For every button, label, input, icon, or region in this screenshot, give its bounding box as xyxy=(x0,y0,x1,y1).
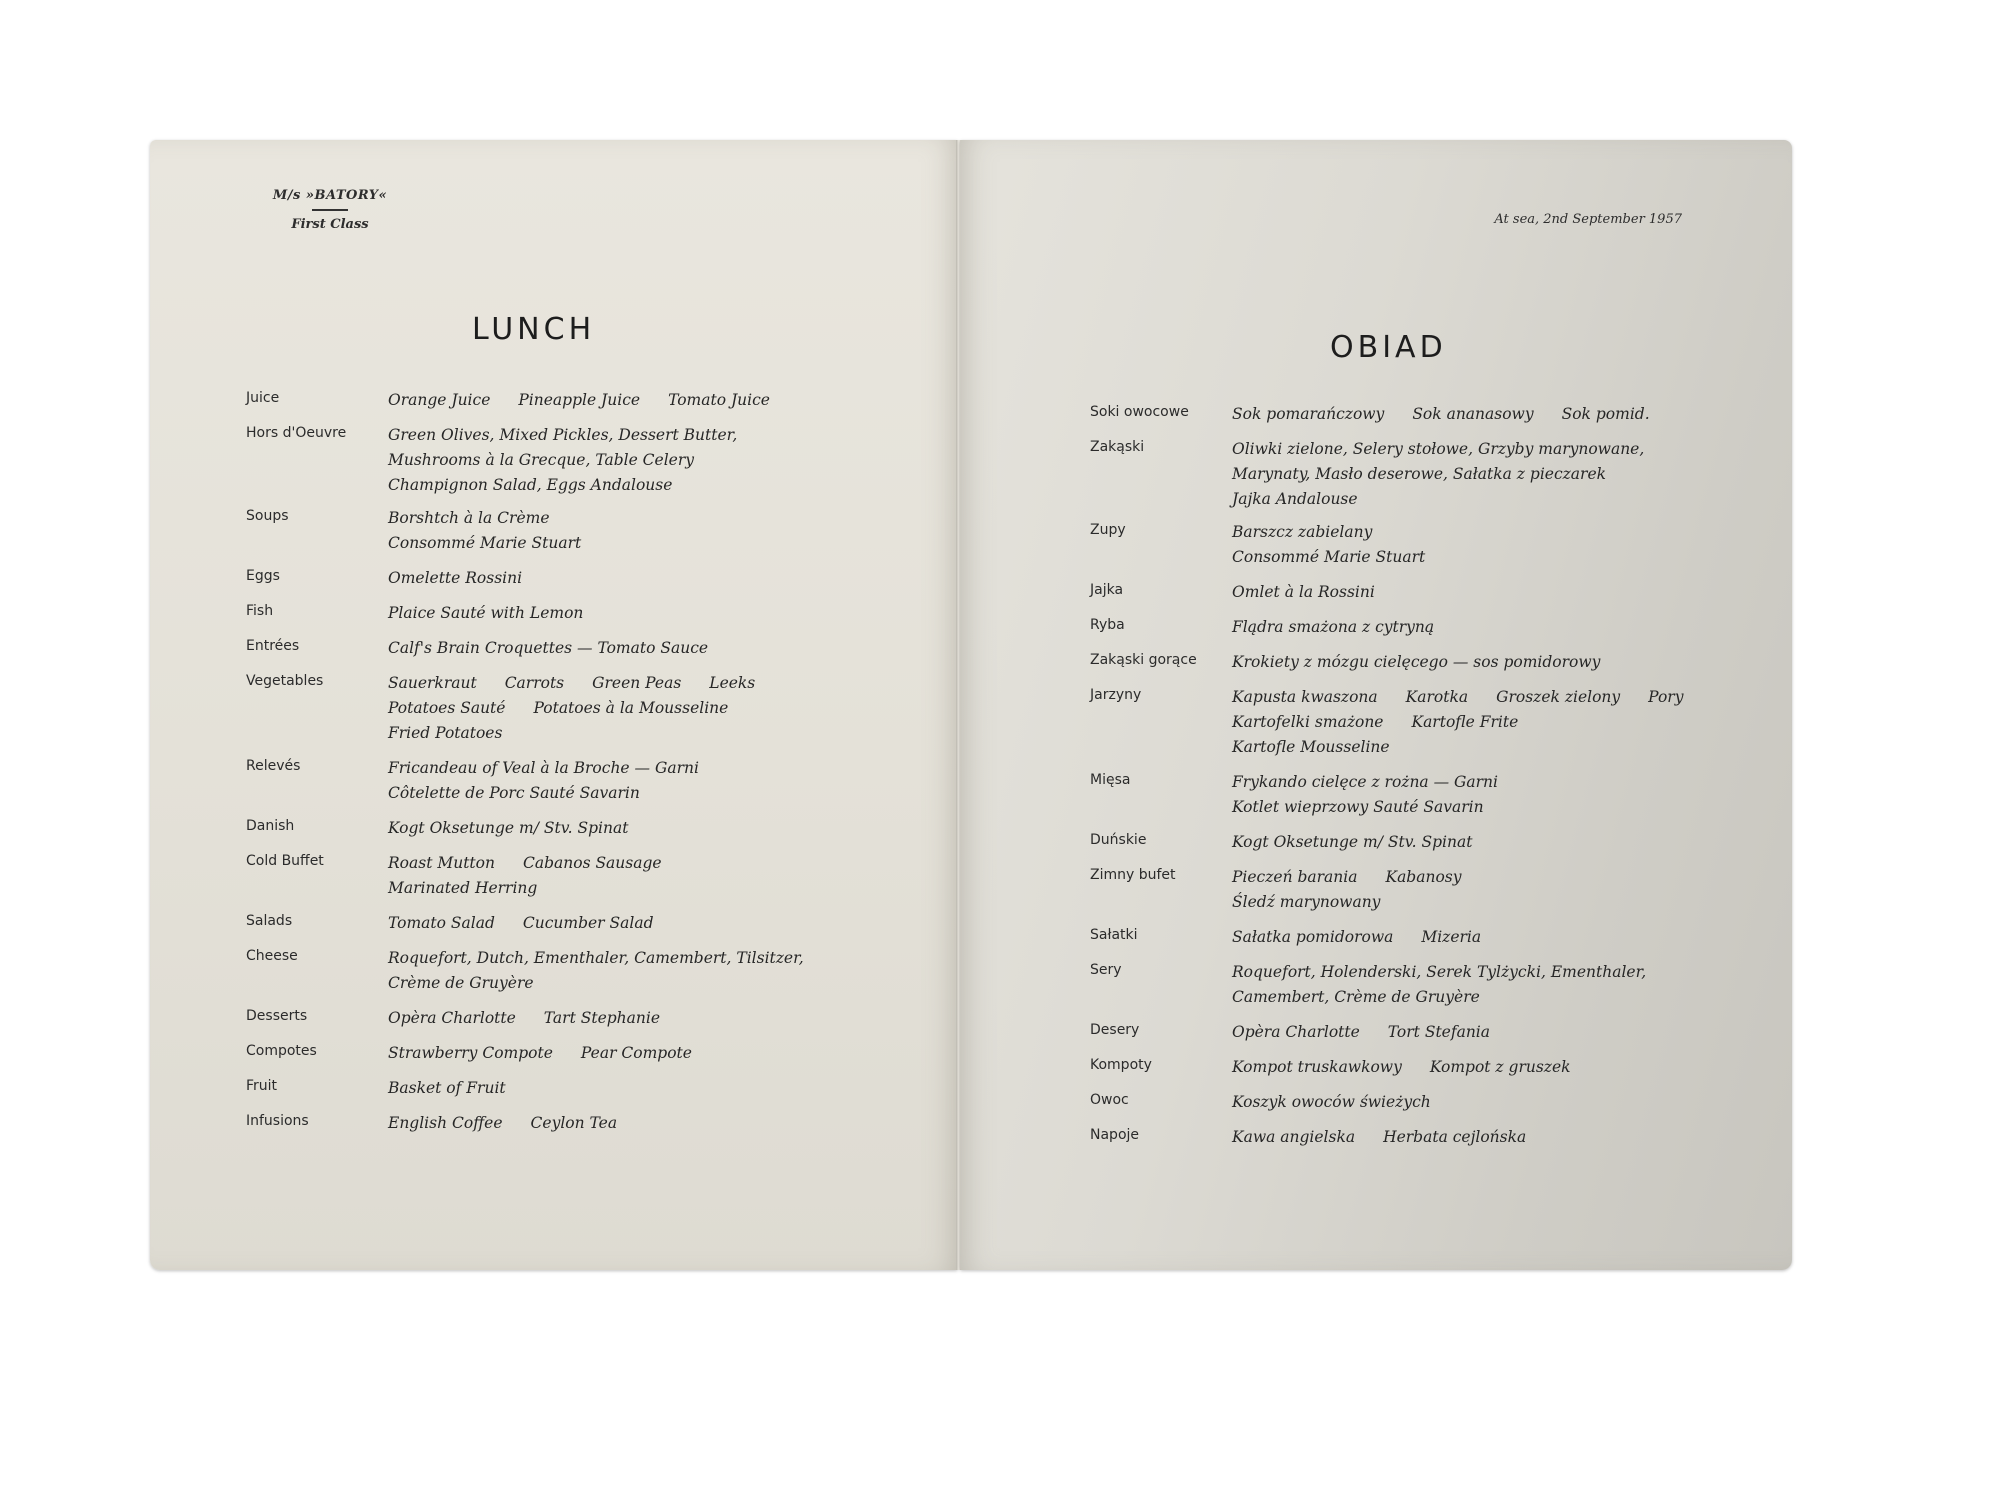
course-label: Sałatki xyxy=(1090,927,1138,943)
menu-row xyxy=(1090,402,1780,427)
dish-item: Sałatka pomidorowa xyxy=(1232,928,1394,946)
course-label: Desery xyxy=(1090,1022,1140,1038)
course-label: Entrées xyxy=(246,638,300,654)
dish-item: Strawberry Compote xyxy=(388,1044,553,1062)
dish-item: Champignon Salad, Eggs Andalouse xyxy=(388,476,673,494)
dish-item: Marinated Herring xyxy=(388,879,538,897)
page-title-lunch: LUNCH xyxy=(472,312,596,347)
dish-line xyxy=(1232,890,1780,915)
ship-header xyxy=(250,188,410,232)
menu-row xyxy=(246,388,946,413)
dish-line xyxy=(1232,402,1780,427)
dish-list xyxy=(1232,1125,1780,1150)
dish-item: English Coffee xyxy=(388,1114,503,1132)
dish-list xyxy=(1232,650,1780,675)
course-label: Ryba xyxy=(1090,617,1125,633)
dish-list xyxy=(1232,925,1780,950)
dish-line xyxy=(1232,545,1780,570)
course-label: Sery xyxy=(1090,962,1122,978)
dish-item: Côtelette de Porc Sauté Savarin xyxy=(388,784,640,802)
menu-spread xyxy=(150,140,1792,1270)
dish-item: Camembert, Crème de Gruyère xyxy=(1232,988,1480,1006)
dish-line xyxy=(388,423,946,448)
dish-item: Potatoes à la Mousseline xyxy=(533,699,729,717)
menu-row xyxy=(246,816,946,841)
course-label: Juice xyxy=(246,390,280,406)
dish-line xyxy=(388,388,946,413)
dish-item: Cabanos Sausage xyxy=(522,854,662,872)
dish-list xyxy=(388,388,946,413)
menu-row xyxy=(1090,865,1780,915)
dish-item: Calf's Brain Croquettes — Tomato Sauce xyxy=(388,639,709,657)
course-label: Kompoty xyxy=(1090,1057,1152,1073)
dish-item: Karotka xyxy=(1405,688,1469,706)
dish-item: Omelette Rossini xyxy=(388,569,523,587)
dish-line xyxy=(388,473,946,498)
dish-item: Tomato Salad xyxy=(388,914,495,932)
course-label: Mięsa xyxy=(1090,772,1131,788)
dish-item: Flądra smażona z cytryną xyxy=(1232,618,1435,636)
dish-line xyxy=(388,756,946,781)
dish-line xyxy=(388,448,946,473)
dish-item: Kartofle Frite xyxy=(1411,713,1519,731)
dish-line xyxy=(388,506,946,531)
menu-row xyxy=(246,1006,946,1031)
menu-row xyxy=(246,671,946,746)
dish-line xyxy=(1232,735,1780,760)
menu-row xyxy=(1090,615,1780,640)
dish-item: Kompot z gruszek xyxy=(1429,1058,1571,1076)
dish-item: Fricandeau of Veal à la Broche — Garni xyxy=(388,759,699,777)
dish-item: Koszyk owoców świeżych xyxy=(1232,1093,1431,1111)
dish-list xyxy=(1232,830,1780,855)
dish-list xyxy=(388,946,946,996)
dish-item: Ceylon Tea xyxy=(530,1114,618,1132)
dish-item: Plaice Sauté with Lemon xyxy=(388,604,584,622)
course-label: Soki owocowe xyxy=(1090,404,1189,420)
course-label: Vegetables xyxy=(246,673,324,689)
dish-line xyxy=(1232,615,1780,640)
dish-item: Marynaty, Masło deserowe, Sałatka z pieczarek xyxy=(1232,465,1607,483)
dish-list xyxy=(388,636,946,661)
menu-row xyxy=(246,423,946,498)
dish-list xyxy=(388,911,946,936)
dish-item: Sok ananasowy xyxy=(1412,405,1534,423)
dish-item: Mushrooms à la Grecque, Table Celery xyxy=(388,451,694,469)
menu-row xyxy=(246,636,946,661)
dish-item: Basket of Fruit xyxy=(388,1079,506,1097)
dish-item: Tort Stefania xyxy=(1387,1023,1491,1041)
dish-line xyxy=(388,816,946,841)
dish-line xyxy=(1232,487,1780,512)
course-label: Infusions xyxy=(246,1113,309,1129)
dish-item: Oliwki zielone, Selery stołowe, Grzyby marynowane, xyxy=(1232,440,1645,458)
dish-item: Kartofelki smażone xyxy=(1232,713,1384,731)
dish-line xyxy=(388,696,946,721)
dish-list xyxy=(1232,437,1780,512)
course-label: Zupy xyxy=(1090,522,1126,538)
dish-item: Jajka Andalouse xyxy=(1232,490,1358,508)
menu-row xyxy=(1090,1125,1780,1150)
dish-list xyxy=(1232,960,1780,1010)
menu-row xyxy=(246,911,946,936)
dish-list xyxy=(1232,615,1780,640)
dish-line xyxy=(388,876,946,901)
dish-item: Carrots xyxy=(504,674,565,692)
menu-row xyxy=(1090,925,1780,950)
dish-line xyxy=(388,601,946,626)
course-label: Zimny bufet xyxy=(1090,867,1176,883)
dish-list xyxy=(388,1041,946,1066)
dish-line xyxy=(388,946,946,971)
dish-item: Pineapple Juice xyxy=(518,391,641,409)
menu-row xyxy=(1090,1055,1780,1080)
dish-line xyxy=(388,1076,946,1101)
menu-row xyxy=(1090,580,1780,605)
course-label: Owoc xyxy=(1090,1092,1129,1108)
dish-line xyxy=(1232,960,1780,985)
dish-line xyxy=(1232,1090,1780,1115)
dish-item: Green Olives, Mixed Pickles, Dessert Butter, xyxy=(388,426,738,444)
course-label: Desserts xyxy=(246,1008,308,1024)
dish-item: Groszek zielony xyxy=(1496,688,1621,706)
dish-line xyxy=(1232,1055,1780,1080)
dish-item: Mizeria xyxy=(1421,928,1482,946)
menu-row xyxy=(246,1111,946,1136)
menu-row xyxy=(1090,1090,1780,1115)
course-label: Jarzyny xyxy=(1090,687,1142,703)
dish-item: Opèra Charlotte xyxy=(388,1009,516,1027)
dish-item: Green Peas xyxy=(592,674,682,692)
dish-line xyxy=(1232,925,1780,950)
dish-item: Fried Potatoes xyxy=(388,724,503,742)
dish-list xyxy=(388,756,946,806)
course-label: Cold Buffet xyxy=(246,853,324,869)
dish-line xyxy=(1232,865,1780,890)
dish-item: Leeks xyxy=(709,674,756,692)
dish-line xyxy=(388,781,946,806)
dish-list xyxy=(1232,865,1780,915)
class-label: First Class xyxy=(291,217,369,232)
menu-row xyxy=(1090,830,1780,855)
dish-list xyxy=(1232,685,1780,760)
menu-row xyxy=(246,756,946,806)
dish-item: Sok pomarańczowy xyxy=(1232,405,1385,423)
dish-item: Opèra Charlotte xyxy=(1232,1023,1360,1041)
dish-item: Kogt Oksetunge m/ Stv. Spinat xyxy=(388,819,629,837)
course-label: Danish xyxy=(246,818,295,834)
dish-list xyxy=(388,423,946,498)
dish-line xyxy=(388,1006,946,1031)
dish-list xyxy=(388,1076,946,1101)
dish-list xyxy=(1232,1020,1780,1045)
dish-item: Omlet à la Rossini xyxy=(1232,583,1375,601)
dish-list xyxy=(388,506,946,556)
dish-item: Consommé Marie Stuart xyxy=(1232,548,1426,566)
dish-list xyxy=(388,566,946,591)
dish-list xyxy=(388,1111,946,1136)
dish-item: Consommé Marie Stuart xyxy=(388,534,582,552)
dish-line xyxy=(1232,650,1780,675)
dish-item: Pieczeń barania xyxy=(1232,868,1358,886)
page-title-obiad: OBIAD xyxy=(1330,330,1447,365)
dish-line xyxy=(1232,1020,1780,1045)
dish-item: Tart Stephanie xyxy=(543,1009,661,1027)
menu-row xyxy=(246,1041,946,1066)
dish-item: Orange Juice xyxy=(388,391,491,409)
course-label: Soups xyxy=(246,508,289,524)
ship-name: M/s »BATORY« xyxy=(272,188,388,203)
dish-item: Tomato Juice xyxy=(668,391,770,409)
dish-item: Pear Compote xyxy=(580,1044,692,1062)
dish-item: Herbata cejlońska xyxy=(1383,1128,1527,1146)
dish-line xyxy=(388,1041,946,1066)
course-label: Salads xyxy=(246,913,293,929)
course-label: Hors d'Oeuvre xyxy=(246,425,347,441)
dish-item: Kogt Oksetunge m/ Stv. Spinat xyxy=(1232,833,1473,851)
dish-item: Barszcz zabielany xyxy=(1232,523,1373,541)
course-label: Napoje xyxy=(1090,1127,1140,1143)
menu-row xyxy=(246,601,946,626)
course-label: Duńskie xyxy=(1090,832,1147,848)
dish-item: Śledź marynowany xyxy=(1232,893,1381,911)
dish-line xyxy=(388,671,946,696)
dish-line xyxy=(388,566,946,591)
dish-list xyxy=(1232,402,1780,427)
dish-item: Sauerkraut xyxy=(388,674,477,692)
dish-list xyxy=(388,671,946,746)
dish-item: Roast Mutton xyxy=(388,854,495,872)
dish-line xyxy=(388,721,946,746)
dish-line xyxy=(1232,985,1780,1010)
dish-line xyxy=(388,1111,946,1136)
dish-item: Roquefort, Dutch, Ementhaler, Camembert, Tilsitzer, xyxy=(388,949,804,967)
dish-item: Sok pomid. xyxy=(1561,405,1650,423)
dish-line xyxy=(388,636,946,661)
menu-page-polish xyxy=(960,140,1792,1270)
dish-list xyxy=(1232,1090,1780,1115)
dish-line xyxy=(1232,685,1780,710)
dish-item: Pory xyxy=(1648,688,1684,706)
dish-item: Cucumber Salad xyxy=(522,914,654,932)
menu-row xyxy=(1090,685,1780,760)
menu-row xyxy=(1090,770,1780,820)
dish-item: Kompot truskawkowy xyxy=(1232,1058,1402,1076)
dish-line xyxy=(1232,580,1780,605)
dish-item: Potatoes Sauté xyxy=(388,699,506,717)
dish-line xyxy=(1232,520,1780,545)
dish-line xyxy=(1232,462,1780,487)
menu-row xyxy=(1090,1020,1780,1045)
course-label: Zakąski gorące xyxy=(1090,652,1197,668)
course-label: Fruit xyxy=(246,1078,278,1094)
menu-row xyxy=(246,506,946,556)
dish-line xyxy=(1232,710,1780,735)
dish-line xyxy=(1232,795,1780,820)
dish-line xyxy=(388,531,946,556)
menu-row xyxy=(246,851,946,901)
dish-line xyxy=(388,971,946,996)
dish-list xyxy=(388,601,946,626)
dish-item: Krokiety z mózgu cielęcego — sos pomidorowy xyxy=(1232,653,1601,671)
menu-row xyxy=(1090,520,1780,570)
header-rule xyxy=(312,209,348,211)
dish-item: Frykando cielęce z rożna — Garni xyxy=(1232,773,1498,791)
menu-row xyxy=(246,946,946,996)
course-label: Fish xyxy=(246,603,274,619)
dish-item: Kawa angielska xyxy=(1232,1128,1356,1146)
dish-list xyxy=(1232,770,1780,820)
dish-line xyxy=(1232,437,1780,462)
dish-item: Kabanosy xyxy=(1385,868,1462,886)
dish-item: Kapusta kwaszona xyxy=(1232,688,1378,706)
dish-line xyxy=(1232,1125,1780,1150)
course-label: Zakąski xyxy=(1090,439,1145,455)
menu-row xyxy=(1090,960,1780,1010)
dish-item: Borshtch à la Crème xyxy=(388,509,550,527)
dish-line xyxy=(388,911,946,936)
dish-list xyxy=(1232,580,1780,605)
dish-line xyxy=(1232,830,1780,855)
dish-list xyxy=(388,1006,946,1031)
dish-list xyxy=(1232,520,1780,570)
dish-line xyxy=(1232,770,1780,795)
menu-row xyxy=(246,566,946,591)
dish-item: Kartofle Mousseline xyxy=(1232,738,1390,756)
course-label: Cheese xyxy=(246,948,298,964)
dish-list xyxy=(388,851,946,901)
dish-line xyxy=(388,851,946,876)
dish-item: Roquefort, Holenderski, Serek Tylżycki, Ementhaler, xyxy=(1232,963,1647,981)
voyage-date: At sea, 2nd September 1957 xyxy=(1494,212,1682,227)
course-label: Compotes xyxy=(246,1043,317,1059)
course-label: Eggs xyxy=(246,568,280,584)
menu-page-english xyxy=(150,140,958,1270)
course-label: Jajka xyxy=(1090,582,1124,598)
menu-row xyxy=(1090,437,1780,512)
dish-list xyxy=(388,816,946,841)
menu-course-list-polish xyxy=(1090,402,1780,1150)
dish-item: Kotlet wieprzowy Sauté Savarin xyxy=(1232,798,1484,816)
menu-row xyxy=(246,1076,946,1101)
course-label: Relevés xyxy=(246,758,301,774)
menu-course-list-english xyxy=(246,388,946,1136)
dish-list xyxy=(1232,1055,1780,1080)
dish-item: Crème de Gruyère xyxy=(388,974,534,992)
menu-row xyxy=(1090,650,1780,675)
